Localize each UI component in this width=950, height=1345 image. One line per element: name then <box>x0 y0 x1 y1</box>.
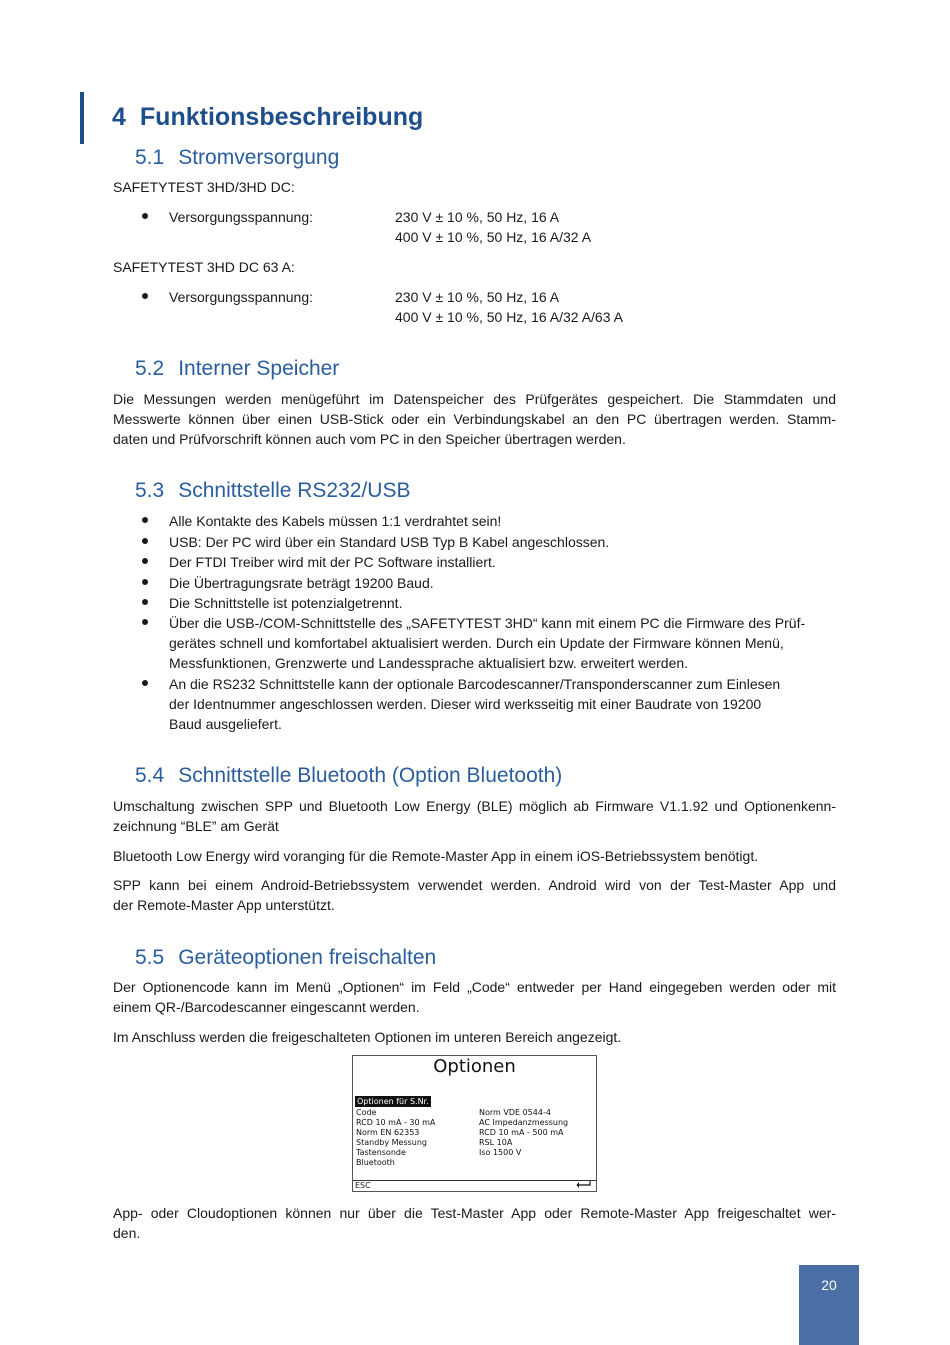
screen-option-right: Iso 1500 V <box>479 1148 522 1157</box>
section-heading-5-5 <box>135 944 436 972</box>
bullet-icon <box>142 287 150 295</box>
section-heading-5-2 <box>135 355 339 383</box>
list-item: Alle Kontakte des Kabels müssen 1:1 verdrahtet sein! <box>169 513 502 529</box>
screen-option-left: Code <box>356 1108 377 1117</box>
chapter-number: 4 <box>112 103 126 131</box>
paragraph-line: App- oder Cloudoptionen können nur über die Test-Master App oder Remote-Master App freigeschaltet wer- <box>113 1205 836 1221</box>
supply-value-a1: 230 V ± 10 %, 50 Hz, 16 A <box>395 209 560 225</box>
screen-title: Optionen <box>433 1056 516 1077</box>
paragraph-line: zeichnung “BLE” am Gerät <box>113 818 279 834</box>
section-title: Stromversorgung <box>178 146 340 169</box>
section-number: 5.1 <box>135 146 165 169</box>
supply-value-a2: 400 V ± 10 %, 50 Hz, 16 A/32 A <box>395 229 592 245</box>
list-item-line: der Identnummer angeschlossen werden. Dieser wird werksseitig mit einer Baudrate von 19200 <box>169 696 762 712</box>
section-title: Geräteoptionen freischalten <box>178 946 437 969</box>
list-item-line: Über die USB-/COM-Schnittstelle des „SAFETYTEST 3HD“ kann mit einem PC die Firmware des Prüf- <box>169 615 806 631</box>
options-screen-figure <box>352 1055 597 1192</box>
chapter-title: Funktionsbeschreibung <box>139 103 424 131</box>
model-label-a: SAFETYTEST 3HD/3HD DC: <box>113 179 295 195</box>
list-item: Die Übertragungsrate beträgt 19200 Baud. <box>169 575 434 591</box>
screen-option-left: Bluetooth <box>356 1158 395 1167</box>
paragraph-line: daten und Prüfvorschrift können auch vom PC in den Speicher übertragen werden. <box>113 431 626 447</box>
paragraph-line: Messwerte können über einen USB-Stick oder ein Verbindungskabel an den PC übertragen werden. Stamm- <box>113 411 836 427</box>
list-item-line: Baud ausgeliefert. <box>169 716 282 732</box>
screen-option-left: Tastensonde <box>356 1148 406 1157</box>
list-item: USB: Der PC wird über ein Standard USB Typ B Kabel angeschlossen. <box>169 534 610 550</box>
bullet-icon <box>142 674 150 682</box>
paragraph-line: Bluetooth Low Energy wird voranging für die Remote-Master App in einem iOS-Betriebssystem benötigt. <box>113 848 759 864</box>
screen-header-highlight: Optionen für S.Nr. <box>357 1097 429 1106</box>
list-item: Die Schnittstelle ist potenzialgetrennt. <box>169 595 403 611</box>
paragraph-line: SPP kann bei einem Android-Betriebssystem verwendet werden. Android wird von der Test-Master App und <box>113 877 836 893</box>
bullet-icon <box>142 593 150 601</box>
list-item-line: An die RS232 Schnittstelle kann der optionale Barcodescanner/Transponderscanner zum Einlesen <box>169 676 781 692</box>
bullet-icon <box>142 532 150 540</box>
paragraph-line: Umschaltung zwischen SPP und Bluetooth Low Energy (BLE) möglich ab Firmware V1.1.92 und Optionenkenn- <box>113 798 836 814</box>
screen-option-left: Norm EN 62353 <box>356 1128 420 1137</box>
bullet-icon <box>142 613 150 621</box>
section-number: 5.4 <box>135 764 165 787</box>
screen-option-right: RCD 10 mA - 500 mA <box>479 1128 564 1137</box>
screen-option-right: AC Impedanzmessung <box>479 1118 569 1127</box>
section-heading-5-1 <box>135 144 339 172</box>
section-number: 5.5 <box>135 946 165 969</box>
paragraph-line: Die Messungen werden menügeführt im Datenspeicher des Prüfgerätes gespeichert. Die Stammdaten und <box>113 391 836 407</box>
section-number: 5.2 <box>135 357 165 380</box>
list-item-line: Messfunktionen, Grenzwerte und Landessprache aktualisiert bzw. erweitert werden. <box>169 655 689 671</box>
heading-accent-bar <box>80 92 84 144</box>
chapter-heading <box>112 100 423 134</box>
screen-option-right: RSL 10A <box>479 1138 513 1147</box>
screen-option-left: Standby Messung <box>356 1138 427 1147</box>
enter-icon <box>576 1180 592 1193</box>
model-label-b: SAFETYTEST 3HD DC 63 A: <box>113 259 295 275</box>
list-item: Der FTDI Treiber wird mit der PC Software installiert. <box>169 554 496 570</box>
section-title: Schnittstelle Bluetooth (Option Bluetooth) <box>178 764 563 787</box>
screen-esc-label: ESC <box>355 1181 371 1190</box>
paragraph-line: Der Optionencode kann im Menü „Optionen“ im Feld „Code“ entweder per Hand eingegeben werden oder mit <box>113 979 836 995</box>
section-number: 5.3 <box>135 479 165 502</box>
supply-value-b2: 400 V ± 10 %, 50 Hz, 16 A/32 A/63 A <box>395 309 623 325</box>
bullet-icon <box>142 552 150 560</box>
screen-option-right: Norm VDE 0544-4 <box>479 1108 551 1117</box>
section-title: Schnittstelle RS232/USB <box>178 479 411 502</box>
page-number: 20 <box>799 1265 859 1345</box>
paragraph-line: Im Anschluss werden die freigeschalteten Optionen im unteren Bereich angezeigt. <box>113 1029 622 1045</box>
screen-footer-divider <box>353 1180 596 1181</box>
list-item-line: gerätes schnell und komfortabel aktualisiert werden. Durch ein Update der Firmware können Menü, <box>169 635 784 651</box>
bullet-icon <box>142 207 150 215</box>
section-title: Interner Speicher <box>178 357 340 380</box>
bullet-icon <box>142 573 150 581</box>
paragraph-line: einem QR-/Barcodescanner eingescannt werden. <box>113 999 420 1015</box>
section-heading-5-3 <box>135 477 411 505</box>
screen-option-left: RCD 10 mA - 30 mA <box>356 1118 436 1127</box>
paragraph-line: der Remote-Master App unterstützt. <box>113 897 335 913</box>
bullet-icon <box>142 511 150 519</box>
supply-label-b: Versorgungsspannung: <box>169 289 313 305</box>
section-heading-5-4 <box>135 762 562 790</box>
paragraph-line: den. <box>113 1225 141 1241</box>
supply-value-b1: 230 V ± 10 %, 50 Hz, 16 A <box>395 289 560 305</box>
supply-label-a: Versorgungsspannung: <box>169 209 313 225</box>
